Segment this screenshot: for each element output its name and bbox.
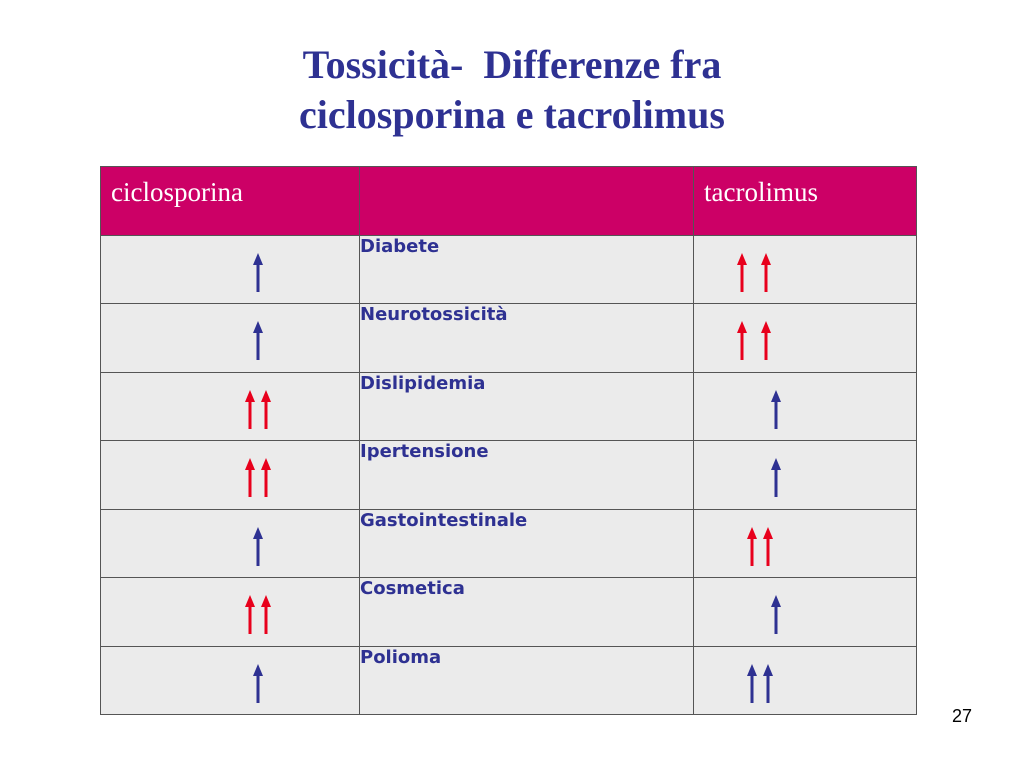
tacrolimus-arrows — [737, 321, 771, 361]
ciclosporina-arrows — [245, 458, 271, 498]
ciclosporina-arrows — [245, 595, 271, 635]
up-arrow-icon — [761, 321, 771, 361]
table-row — [101, 236, 917, 304]
toxicity-label: Neurotossicità — [360, 304, 694, 372]
up-arrow-icon — [261, 390, 271, 430]
slide-title — [0, 40, 1024, 140]
ciclosporina-cell — [101, 578, 360, 646]
tacrolimus-arrows — [747, 527, 773, 567]
header-tacrolimus: tacrolimus — [694, 167, 917, 236]
ciclosporina-cell — [101, 441, 360, 509]
tacrolimus-cell — [694, 441, 917, 509]
toxicity-label: Cosmetica — [360, 578, 694, 646]
up-arrow-icon — [253, 664, 263, 704]
ciclosporina-cell — [101, 304, 360, 372]
up-arrow-icon — [245, 595, 255, 635]
up-arrow-icon — [763, 527, 773, 567]
slide-title-line-2: ciclosporina e tacrolimus — [299, 92, 725, 137]
tacrolimus-arrows — [737, 253, 771, 293]
header-middle — [360, 167, 694, 236]
table-row — [101, 646, 917, 714]
table-row — [101, 509, 917, 577]
tacrolimus-cell — [694, 509, 917, 577]
ciclosporina-arrows — [253, 527, 263, 567]
up-arrow-icon — [747, 527, 757, 567]
up-arrow-icon — [261, 458, 271, 498]
ciclosporina-arrows — [253, 664, 263, 704]
ciclosporina-arrows — [253, 253, 263, 293]
tacrolimus-cell — [694, 578, 917, 646]
ciclosporina-cell — [101, 646, 360, 714]
ciclosporina-arrows — [245, 390, 271, 430]
up-arrow-icon — [253, 527, 263, 567]
up-arrow-icon — [245, 458, 255, 498]
up-arrow-icon — [253, 321, 263, 361]
up-arrow-icon — [763, 664, 773, 704]
header-ciclosporina: ciclosporina — [101, 167, 360, 236]
slide-title-line-1: Tossicità- Differenze fra — [302, 42, 722, 87]
table-row — [101, 441, 917, 509]
up-arrow-icon — [261, 595, 271, 635]
table-row — [101, 372, 917, 440]
table-row — [101, 578, 917, 646]
up-arrow-icon — [737, 253, 747, 293]
up-arrow-icon — [771, 390, 781, 430]
toxicity-label: Polioma — [360, 646, 694, 714]
up-arrow-icon — [747, 664, 757, 704]
ciclosporina-cell — [101, 236, 360, 304]
table-row — [101, 304, 917, 372]
ciclosporina-arrows — [253, 321, 263, 361]
up-arrow-icon — [737, 321, 747, 361]
toxicity-table — [100, 166, 917, 715]
tacrolimus-arrows — [771, 595, 781, 635]
tacrolimus-cell — [694, 304, 917, 372]
ciclosporina-cell — [101, 509, 360, 577]
up-arrow-icon — [771, 458, 781, 498]
tacrolimus-cell — [694, 236, 917, 304]
tacrolimus-arrows — [747, 664, 773, 704]
toxicity-label: Diabete — [360, 236, 694, 304]
up-arrow-icon — [771, 595, 781, 635]
up-arrow-icon — [245, 390, 255, 430]
up-arrow-icon — [253, 253, 263, 293]
table-header-row — [101, 167, 917, 236]
ciclosporina-cell — [101, 372, 360, 440]
tacrolimus-arrows — [771, 458, 781, 498]
toxicity-label: Ipertensione — [360, 441, 694, 509]
page-number: 27 — [951, 706, 972, 726]
up-arrow-icon — [761, 253, 771, 293]
tacrolimus-cell — [694, 646, 917, 714]
toxicity-label: Gastointestinale — [360, 509, 694, 577]
tacrolimus-cell — [694, 372, 917, 440]
toxicity-label: Dislipidemia — [360, 372, 694, 440]
tacrolimus-arrows — [771, 390, 781, 430]
